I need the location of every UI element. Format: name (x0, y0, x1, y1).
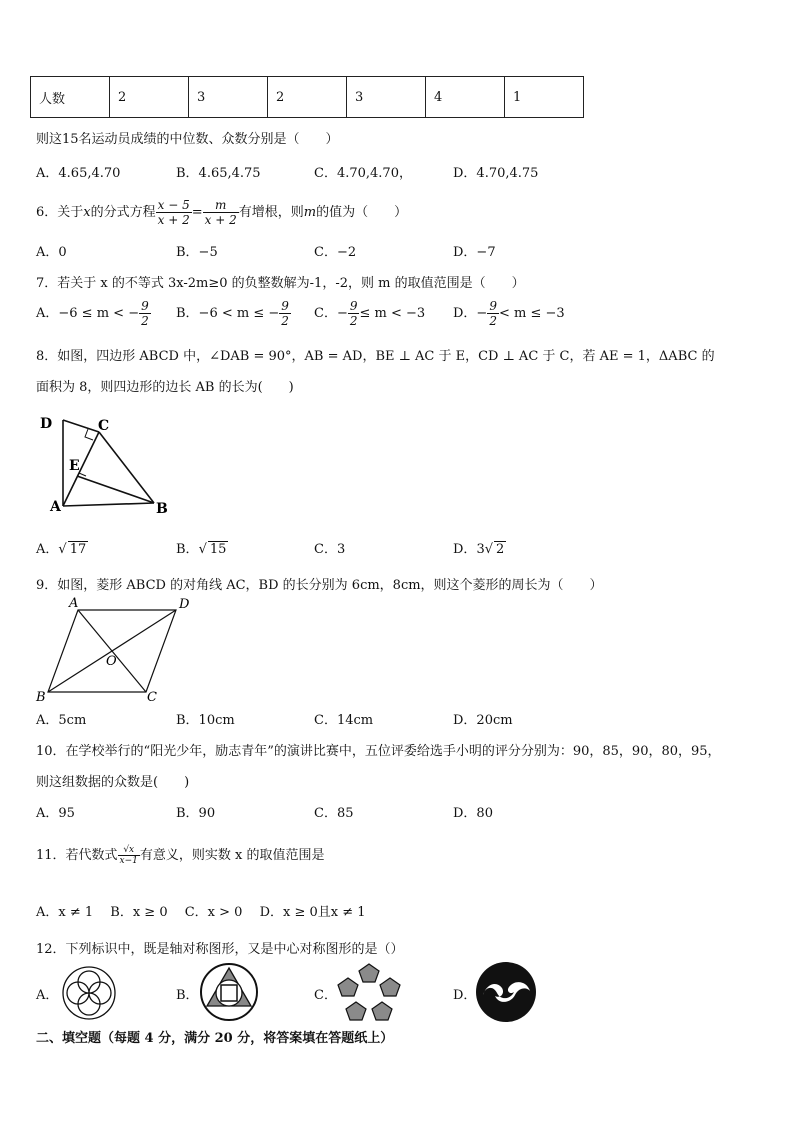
q8-option-c: C．3 (314, 542, 346, 557)
overlapping-circles-logo-icon (60, 964, 118, 1022)
q8-line1: 8．如图，四边形 ABCD 中，∠DAB = 90°，AB = AD，BE ⊥ AC 于 E，CD ⊥ AC 于 C，若 AE = 1，ΔABC 的 (36, 349, 715, 364)
q6-var-m: m (303, 205, 317, 220)
q6-var-x: x (83, 205, 91, 220)
circle-triangle-square-logo-icon (199, 962, 259, 1022)
q5-option-c: C．4.70,4.70， (314, 166, 412, 181)
table-row (31, 77, 584, 118)
q7-option-b: B．−6 < m ≤ − $\frac{9}{2}$ (176, 299, 289, 328)
q6-option-b: B．−5 (176, 245, 218, 260)
q9-label-c: C (147, 690, 157, 705)
q11-stem: 11．若代数式 $\frac{√x}{x-1}$ 有意义，则实数 x 的取值范围是 (36, 845, 325, 866)
q5-option-a: A．4.65,4.70 (36, 166, 121, 181)
q11-options: A．x ≠ 1 B．x ≥ 0 C．x > 0 D．x ≥ 0且x ≠ 1 (36, 905, 366, 920)
q9-option-c: C．14cm (314, 713, 374, 728)
q12-option-d: D． (453, 988, 477, 1003)
section-2-heading: 二、填空题（每题 4 分，满分 20 分，将答案填在答题纸上） (36, 1031, 394, 1046)
q7-option-c: C．− $\frac{9}{2}$ ≤ m < −3 (314, 299, 426, 328)
q10-option-a: A．95 (36, 806, 75, 821)
q9-label-a: A (69, 596, 79, 611)
table-cell: 人数 (31, 77, 110, 118)
q5-stem: 则这15名运动员成绩的中位数、众数分别是（ ） (36, 132, 339, 147)
q8-option-d: D．3√ 2 (453, 542, 505, 557)
table-cell: 4 (426, 77, 505, 118)
q6-pre: 6．关于 (36, 205, 84, 220)
q10-option-b: B．90 (176, 806, 216, 821)
q5-option-b: B．4.65,4.75 (176, 166, 261, 181)
q6-mid: 的分式方程 (90, 205, 156, 220)
wave-circle-logo-icon (475, 961, 537, 1023)
q8-label-b: B (156, 501, 168, 517)
q6-frac1: $\frac{x - 5}{x + 2}$ (157, 198, 190, 227)
q6-post: 有增根，则 (238, 205, 304, 220)
table-cell: 1 (505, 77, 584, 118)
q8-option-b: B．√ 15 (176, 542, 227, 557)
q6-tail: 的值为（ ） (316, 205, 408, 220)
q12-option-c: C． (314, 988, 337, 1003)
q12-stem: 12．下列标识中，既是轴对称图形，又是中心对称图形的是（） (36, 942, 404, 957)
q10-option-d: D．80 (453, 806, 493, 821)
q9-stem: 9．如图，菱形 ABCD 的对角线 AC，BD 的长分别为 6cm，8cm，则这个菱形的周长为（ ） (36, 578, 603, 593)
q9-option-d: D．20cm (453, 713, 513, 728)
q10-line1: 10．在学校举行的“阳光少年，励志青年”的演讲比赛中，五位评委给选手小明的评分分别为：90，85，90，80，95， (36, 744, 721, 759)
q6-option-d: D．−7 (453, 245, 496, 260)
q6-stem (36, 198, 407, 228)
q8-label-c: C (98, 418, 110, 434)
q9-label-d: D (179, 597, 190, 612)
q6-frac2: $\frac{m}{x + 2}$ (204, 198, 237, 227)
q9-label-o: O (106, 654, 117, 669)
q9-figure (34, 594, 204, 706)
q12-option-b: B． (176, 988, 199, 1003)
table-cell: 2 (268, 77, 347, 118)
q9-option-b: B．10cm (176, 713, 235, 728)
q9-option-a: A．5cm (36, 713, 87, 728)
q8-option-a: A．√ 17 (36, 542, 87, 557)
q6-option-a: A．0 (36, 245, 67, 260)
q10-line2: 则这组数据的众数是( ) (36, 775, 190, 790)
q8-line2: 面积为 8，则四边形的边长 AB 的长为( ) (36, 380, 294, 395)
q8-label-a: A (50, 499, 61, 515)
q7-option-d: D．− $\frac{9}{2}$ < m ≤ −3 (453, 299, 565, 328)
q8-label-e: E (69, 458, 80, 474)
score-table (30, 76, 584, 118)
q9-label-b: B (36, 690, 46, 705)
q12-option-a: A． (36, 988, 59, 1003)
q7-stem: 7．若关于 x 的不等式 3x-2m≥0 的负整数解为-1，-2，则 m 的取值范围是（ ） (36, 276, 525, 291)
q8-label-d: D (40, 416, 53, 432)
five-pentagons-logo-icon (336, 962, 402, 1024)
q7-option-a: A．−6 ≤ m < − $\frac{9}{2}$ (36, 299, 149, 328)
q10-option-c: C．85 (314, 806, 354, 821)
q8-figure (36, 410, 176, 520)
q6-eq: = (191, 205, 203, 220)
table-cell: 3 (189, 77, 268, 118)
q11-fraction: $\frac{√x}{x-1}$ (119, 845, 138, 866)
table-cell: 2 (110, 77, 189, 118)
q6-option-c: C．−2 (314, 245, 357, 260)
table-cell: 3 (347, 77, 426, 118)
q5-option-d: D．4.70,4.75 (453, 166, 539, 181)
